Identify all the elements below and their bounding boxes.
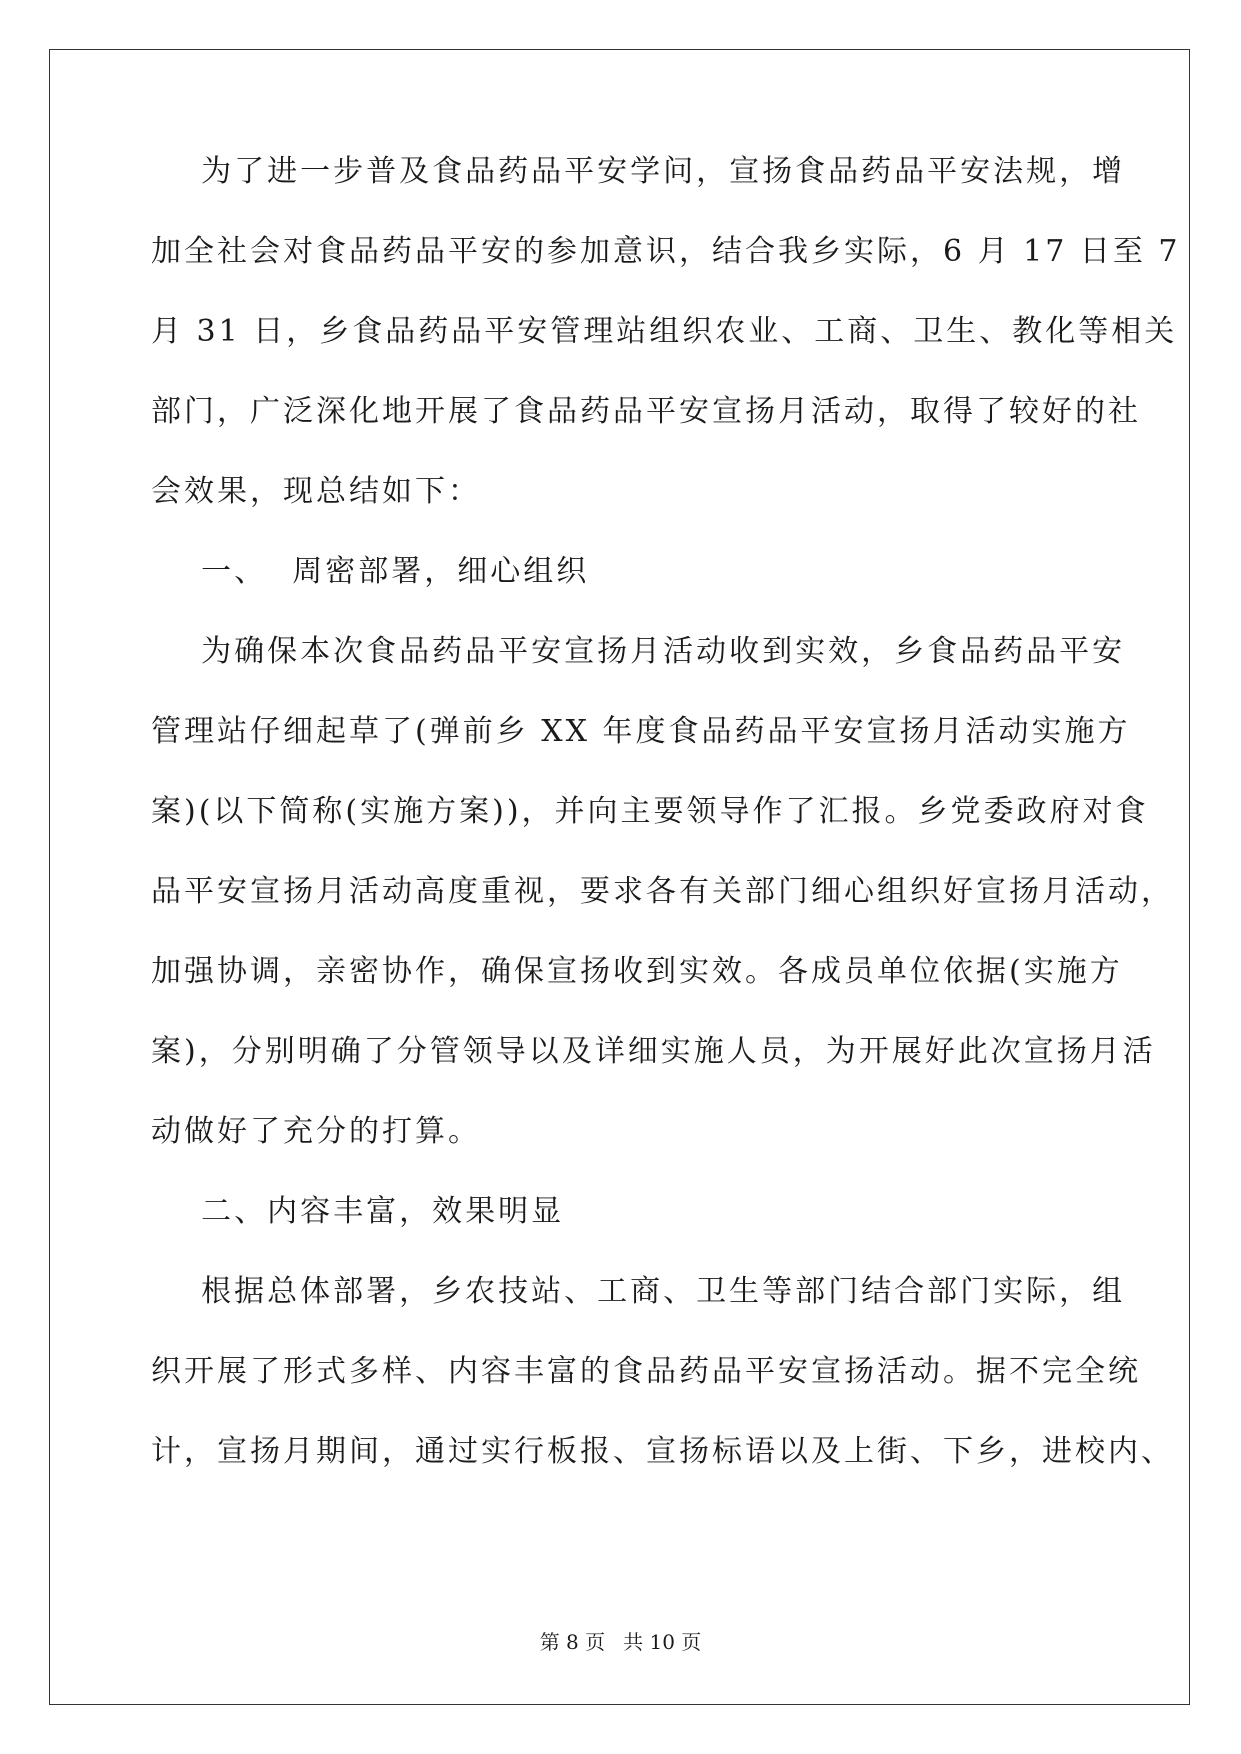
text-line: 品平安宣扬月活动高度重视，要求各有关部门细心组织好宣扬月活动， [151, 874, 1174, 909]
total-pages: 共 10 页 [623, 1630, 702, 1654]
text-line: 管理站仔细起草了(弹前乡 XX 年度食品药品平安宣扬月活动实施方 [151, 714, 1131, 749]
text-line: 为了进一步普及食品药品平安学问，宣扬食品药品平安法规，增 [151, 154, 1126, 189]
text-line: 动做好了充分的打算。 [151, 1114, 481, 1149]
text-line: 加全社会对食品药品平安的参加意识，结合我乡实际，6 月 17 日至 7 [151, 234, 1181, 269]
text-line: 为确保本次食品药品平安宣扬月活动收到实效，乡食品药品平安 [151, 634, 1126, 669]
text-line: 会效果，现总结如下： [151, 474, 481, 509]
text-line: 月 31 日，乡食品药品平安管理站组织农业、工商、卫生、教化等相关 [151, 314, 1178, 349]
section-heading: 一、 周密部署，细心组织 [151, 554, 590, 589]
section-heading: 二、内容丰富，效果明显 [151, 1194, 565, 1229]
page-number: 第 8 页 [539, 1630, 606, 1654]
text-line: 案)(以下简称(实施方案))，并向主要领导作了汇报。乡党委政府对食 [151, 794, 1149, 829]
text-line: 加强协调，亲密协作，确保宣扬收到实效。各成员单位依据(实施方 [151, 954, 1123, 989]
text-line: 织开展了形式多样、内容丰富的食品药品平安宣扬活动。据不完全统 [151, 1354, 1141, 1389]
page-footer [0, 1626, 1241, 1655]
text-line: 部门，广泛深化地开展了食品药品平安宣扬月活动，取得了较好的社 [151, 394, 1141, 429]
text-line: 案)，分别明确了分管领导以及详细实施人员，为开展好此次宣扬月活 [151, 1034, 1156, 1069]
text-line: 计，宣扬月期间，通过实行板报、宣扬标语以及上街、下乡，进校内、 [151, 1434, 1174, 1469]
text-line: 根据总体部署，乡农技站、工商、卫生等部门结合部门实际，组 [151, 1274, 1126, 1309]
